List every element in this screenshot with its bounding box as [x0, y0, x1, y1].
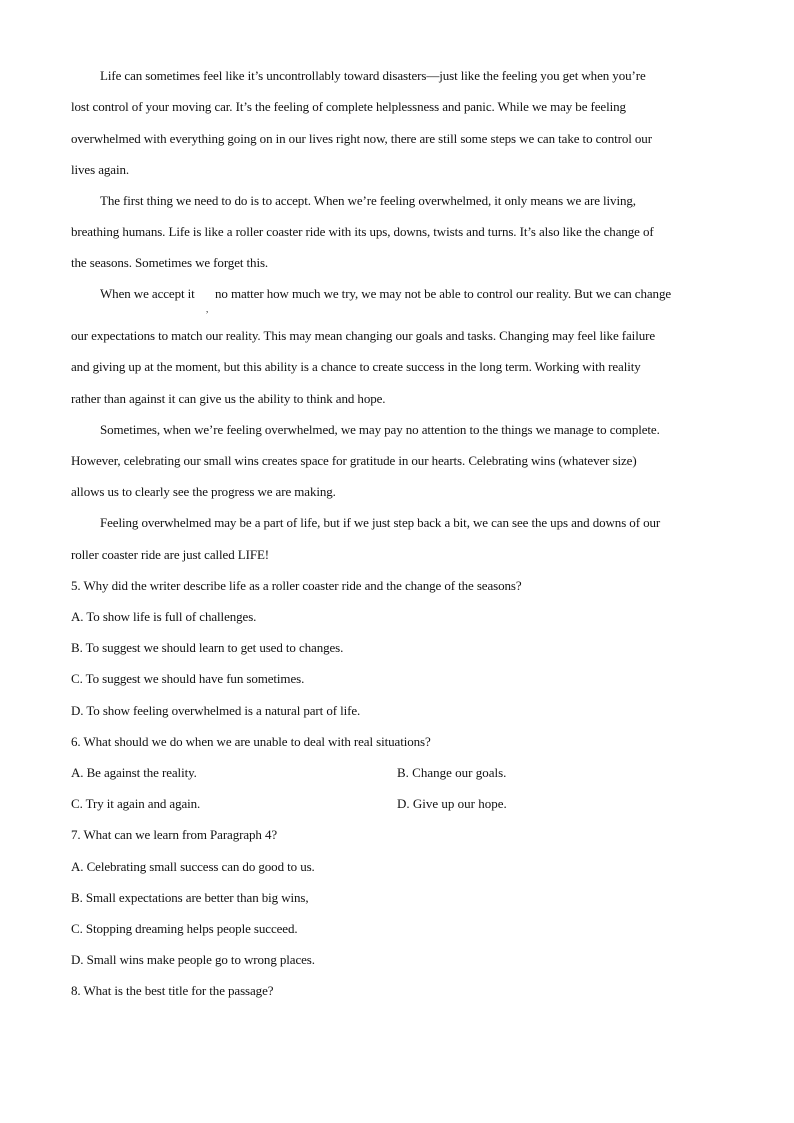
question-7-option-b: B. Small expectations are better than big wins, [71, 890, 309, 905]
passage-p1-line-2: lost control of your moving car. It’s the feeling of complete helplessness and panic. While we may be feeling [71, 99, 626, 114]
question-6-option-b: B. Change our goals. [397, 765, 507, 780]
passage-p4-line-2: However, celebrating our small wins creates space for gratitude in our hearts. Celebrating wins (whatever size) [71, 453, 637, 468]
question-8-stem: 8. What is the best title for the passage? [71, 983, 274, 998]
passage-p2-line-2: breathing humans. Life is like a roller coaster ride with its ups, downs, twists and turns. It’s also like the change of [71, 224, 654, 239]
question-7-option-a: A. Celebrating small success can do good to us. [71, 859, 315, 874]
passage-p4-line-3: allows us to clearly see the progress we are making. [71, 484, 336, 499]
passage-p1-line-1: Life can sometimes feel like it’s uncontrollably toward disasters—just like the feeling you get when you’re [100, 68, 646, 83]
passage-p4-line-1: Sometimes, when we’re feeling overwhelmed, we may pay no attention to the things we manage to complete. [100, 422, 660, 437]
passage-p3-line-4: rather than against it can give us the ability to think and hope. [71, 391, 386, 406]
question-6-option-a: A. Be against the reality. [71, 765, 197, 780]
question-5-option-b: B. To suggest we should learn to get used to changes. [71, 640, 344, 655]
passage-p3-comma-mark: , [206, 304, 209, 314]
passage-p3-line-2: our expectations to match our reality. This may mean changing our goals and tasks. Changing may feel like failure [71, 328, 656, 343]
question-5-stem: 5. Why did the writer describe life as a roller coaster ride and the change of the seasons? [71, 578, 522, 593]
question-5-option-d: D. To show feeling overwhelmed is a natural part of life. [71, 703, 361, 718]
question-7-option-d: D. Small wins make people go to wrong places. [71, 952, 315, 967]
question-6-option-d: D. Give up our hope. [397, 796, 507, 811]
passage-p3-line-1a: When we accept it [100, 286, 195, 301]
passage-p2-line-3: the seasons. Sometimes we forget this. [71, 255, 269, 270]
question-6-option-c: C. Try it again and again. [71, 796, 201, 811]
question-5-option-c: C. To suggest we should have fun sometimes. [71, 671, 305, 686]
question-7-option-c: C. Stopping dreaming helps people succeed. [71, 921, 298, 936]
passage-p1-line-3: overwhelmed with everything going on in our lives right now, there are still some steps we can take to control our [71, 131, 652, 146]
passage-p2-line-1: The first thing we need to do is to accept. When we’re feeling overwhelmed, it only means we are living, [100, 193, 636, 208]
passage-p3-line-1b: no matter how much we try, we may not be able to control our reality. But we can change [215, 286, 672, 301]
question-7-stem: 7. What can we learn from Paragraph 4? [71, 827, 278, 842]
passage-p5-line-2: roller coaster ride are just called LIFE! [71, 547, 270, 562]
question-5-option-a: A. To show life is full of challenges. [71, 609, 257, 624]
passage-p3-line-3: and giving up at the moment, but this ability is a chance to create success in the long term. Working with reality [71, 359, 641, 374]
passage-p5-line-1: Feeling overwhelmed may be a part of life, but if we just step back a bit, we can see the ups and downs of our [100, 515, 661, 530]
passage-p1-line-4: lives again. [71, 162, 130, 177]
question-6-stem: 6. What should we do when we are unable to deal with real situations? [71, 734, 431, 749]
